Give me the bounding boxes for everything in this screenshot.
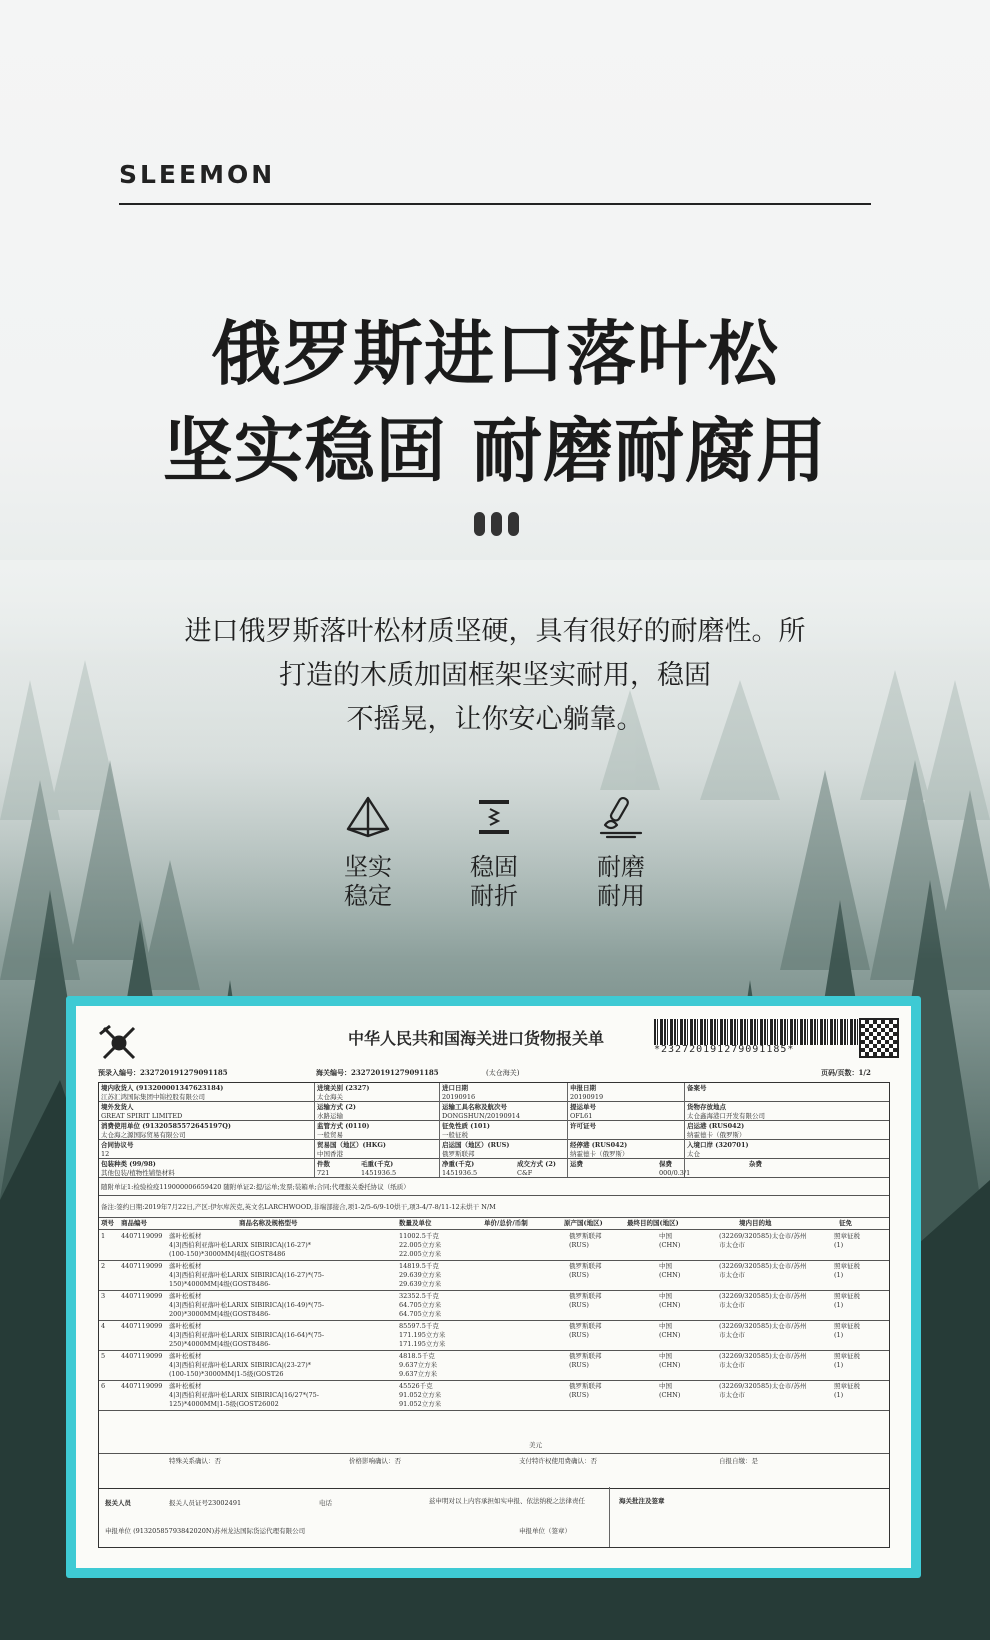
table-cell-label: 毛重(千克) — [361, 1160, 394, 1168]
table-row-cell — [659, 1322, 680, 1340]
table-cell-label: 备案号 — [687, 1084, 707, 1092]
table-cell-label: 包装种类 (99/98) — [101, 1160, 156, 1168]
table-row-cell — [834, 1382, 860, 1400]
table-cell-value: 俄罗斯联邦 — [442, 1150, 475, 1158]
table-cell-value: 4407119099 — [121, 1292, 163, 1300]
table-row-cell — [834, 1262, 860, 1280]
table-cell-label: 保费 — [659, 1160, 672, 1168]
table-cell-value: 中国 — [659, 1292, 672, 1300]
table-cell-value: 一般征税 — [442, 1131, 468, 1139]
description — [110, 610, 880, 742]
table-cell-value: 171.195立方米 — [399, 1331, 446, 1340]
table-cell-value: 市太仓市 — [719, 1331, 745, 1340]
table-cell-value: 9.637立方米 — [399, 1361, 438, 1370]
table-cell-value: 落叶松板材 — [169, 1262, 202, 1270]
table-row-cell — [101, 1322, 105, 1331]
table-cell-value: 中国 — [659, 1232, 672, 1240]
table-cell-value: 4|3|西伯利亚落叶松LARIX SIBIRICA|16/27*(75- — [169, 1391, 319, 1400]
table-cell-value: 4818.5千克 — [399, 1352, 435, 1360]
table-cell-value: 俄罗斯联邦 — [569, 1352, 602, 1360]
footer-field: 兹申明对以上内容承担如实申报、依法纳税之法律责任 — [429, 1497, 585, 1505]
table-row-cell — [399, 1352, 437, 1380]
feature-label: 稳定 — [344, 882, 392, 910]
table-row-cell — [169, 1352, 311, 1380]
table-cell-value: DONGSHUN/20190914 — [442, 1112, 520, 1120]
table-cell-value: (100-150)*3000MM|1-5级(GOST26 — [169, 1370, 284, 1379]
table-cell-value: (RUS) — [569, 1271, 589, 1280]
table-row-cell — [569, 1322, 602, 1340]
row-divider — [99, 1260, 889, 1261]
table-cell-value: (32269/320585)太仓市/苏州 — [719, 1232, 807, 1240]
table-cell-value: 市太仓市 — [719, 1271, 745, 1280]
remarks: 备注:签约日期:2019年7月22日,产区:伊尔库茨克,英文名LARCHWOOD,非端部接合,项1-2/5-6/9-10烘干,项3-4/7-8/11-12未烘干 N/M — [101, 1203, 496, 1211]
table-cell-value: 20190919 — [570, 1093, 604, 1101]
feature-item — [434, 795, 554, 911]
customs-declaration-document — [76, 1006, 911, 1568]
table-row-cell — [834, 1352, 860, 1370]
table-cell-value: 1451936.5 — [361, 1169, 397, 1177]
customs-emblem-icon — [98, 1024, 140, 1062]
column-header: 商品名称及规格型号 — [239, 1219, 298, 1227]
table-cell-value: GREAT SPIRIT LIMITED — [101, 1112, 183, 1120]
footer-field: 报关人员 — [105, 1499, 131, 1507]
table-cell-value: 照章征税 — [834, 1352, 860, 1360]
table-row-cell — [169, 1292, 324, 1320]
table-cell-value: (32269/320585)太仓市/苏州 — [719, 1382, 807, 1390]
table-row-cell — [121, 1352, 162, 1361]
table-cell-value: 4|3|西伯利亚落叶松LARIX SIBIRICA|(16-64)*(75- — [169, 1331, 325, 1340]
table-cell-label: 杂费 — [749, 1160, 762, 1168]
column-header: 征免 — [839, 1219, 852, 1227]
table-cell-value: 俄罗斯联邦 — [569, 1292, 602, 1300]
feature-label: 耐用 — [597, 882, 645, 910]
table-row-cell — [834, 1232, 860, 1250]
table-row-cell — [719, 1262, 806, 1280]
table-cell-value: 91.052立方米 — [399, 1400, 442, 1409]
table-cell-value: 6 — [101, 1382, 106, 1390]
table-cell-value: 落叶松板材 — [169, 1232, 202, 1240]
table-cell-value: (32269/320585)太仓市/苏州 — [719, 1322, 807, 1330]
table-cell-label: 运输方式 (2) — [317, 1103, 356, 1111]
table-cell-label: 启运港 (RUS042) — [687, 1122, 745, 1130]
customs-port: (太仓海关) — [486, 1069, 520, 1077]
special-relation: 特殊关系确认：否 — [169, 1457, 221, 1465]
description-line: 进口俄罗斯落叶松材质坚硬，具有很好的耐磨性。所 — [184, 616, 806, 647]
table-cell-value: (RUS) — [569, 1391, 589, 1400]
table-cell-value: 22.005立方米 — [399, 1241, 442, 1250]
table-row-cell — [121, 1322, 162, 1331]
table-row-cell — [399, 1262, 441, 1290]
table-row-cell — [399, 1292, 441, 1320]
footer-field: 报关人员证号23002491 — [169, 1499, 242, 1507]
table-row-cell — [569, 1262, 602, 1280]
table-cell-value: 3 — [101, 1292, 106, 1300]
page-title-line2: 坚实稳固 耐磨耐腐用 — [162, 410, 828, 492]
table-cell-value: 1 — [101, 1232, 106, 1240]
page-count: 页码/页数：1/2 — [821, 1068, 871, 1077]
table-cell-value: 45526千克 — [399, 1382, 433, 1390]
table-cell-value: 64.705立方米 — [399, 1301, 442, 1310]
table-cell-value: 中国 — [659, 1262, 672, 1270]
table-cell-label: 启运国（地区）(RUS) — [442, 1141, 510, 1149]
table-cell-value: OFL61 — [570, 1112, 593, 1120]
table-cell-value: 照章征税 — [834, 1262, 860, 1270]
table-cell-label: 境外发货人 — [101, 1103, 134, 1111]
table-cell-label: 净重(千克) — [442, 1160, 475, 1168]
table-cell-value: 4407119099 — [121, 1322, 163, 1330]
table-cell-value: 落叶松板材 — [169, 1292, 202, 1300]
table-cell-value: 64.705立方米 — [399, 1310, 442, 1319]
pre-entry-number: 预录入编号：232720191279091185 — [98, 1068, 228, 1077]
table-cell-value: 150)*4000MM|4级(GOST8486- — [169, 1280, 271, 1289]
table-cell-value: (CHN) — [659, 1271, 681, 1280]
table-cell-value: (RUS) — [569, 1331, 589, 1340]
table-cell-value: 4|3|西伯利亚落叶松LARIX SIBIRICA|(23-27)* — [169, 1361, 312, 1370]
table-cell-value: 落叶松板材 — [169, 1352, 202, 1360]
price-influence: 价格影响确认：否 — [349, 1457, 401, 1465]
table-cell-value: 照章征税 — [834, 1232, 860, 1240]
table-cell-value: 4|3|西伯利亚落叶松LARIX SIBIRICA|(16-49)*(75- — [169, 1301, 325, 1310]
table-cell-value: 市太仓市 — [719, 1361, 745, 1370]
table-cell-value: 250)*4000MM|4级(GOST8486- — [169, 1340, 271, 1349]
currency: 美元 — [529, 1441, 542, 1449]
table-cell-value: C&F — [517, 1169, 533, 1177]
table-cell-value: 1451936.5 — [442, 1169, 478, 1177]
table-cell-value: (32269/320585)太仓市/苏州 — [719, 1352, 807, 1360]
table-cell-label: 件数 — [317, 1160, 330, 1168]
table-cell-value: (RUS) — [569, 1301, 589, 1310]
table-row-cell — [659, 1292, 680, 1310]
table-cell-value: 照章征税 — [834, 1292, 860, 1300]
table-row-cell — [659, 1352, 680, 1370]
table-cell-value: 太仓海之源国际贸易有限公司 — [101, 1131, 186, 1139]
table-cell-value: 落叶松板材 — [169, 1382, 202, 1390]
footer-field: 申报单位（签章） — [519, 1527, 571, 1535]
row-divider — [99, 1410, 889, 1411]
table-cell-value: 22.005立方米 — [399, 1250, 442, 1259]
table-cell-value: (CHN) — [659, 1301, 681, 1310]
table-cell-value: (32269/320585)太仓市/苏州 — [719, 1262, 807, 1270]
table-cell-label: 消费使用单位 (91320585572645197Q) — [101, 1122, 231, 1130]
table-cell-value: 12 — [101, 1150, 110, 1158]
table-row-cell — [399, 1382, 441, 1410]
customs-number: 海关编号：232720191279091185 — [316, 1068, 439, 1077]
table-cell-label: 合同协议号 — [101, 1141, 134, 1149]
table-cell-label: 境内收货人 (91320000134762318​4) — [101, 1084, 224, 1092]
table-cell-value: 照章征税 — [834, 1382, 860, 1390]
column-header: 项号 — [101, 1219, 114, 1227]
feature-item — [561, 795, 681, 911]
description-line: 不摇晃，让你安心躺靠。 — [346, 704, 644, 735]
table-cell-value: 000/0.3/1 — [659, 1169, 691, 1177]
table-cell-value: 32352.5千克 — [399, 1292, 439, 1300]
table-cell-label: 运费 — [570, 1160, 583, 1168]
table-cell-value: (CHN) — [659, 1391, 681, 1400]
footer-field: 海关批注及签章 — [619, 1497, 665, 1505]
table-cell-value: 11002.5千克 — [399, 1232, 439, 1240]
footer-field: 电话 — [319, 1499, 332, 1507]
barcode-number: *232720191279091185* — [654, 1044, 795, 1055]
table-cell-value: 俄罗斯联邦 — [569, 1322, 602, 1330]
table-row-cell — [101, 1262, 105, 1271]
table-cell-value: 其他包装/植物性铺垫材料 — [101, 1169, 175, 1177]
table-cell-value: (RUS) — [569, 1361, 589, 1370]
feature-label: 耐折 — [470, 882, 518, 910]
table-cell-value: 市太仓市 — [719, 1301, 745, 1310]
table-cell-value: (CHN) — [659, 1361, 681, 1370]
royalty-confirm: 支付特许权使用费确认：否 — [519, 1457, 597, 1465]
column-header: 数量及单位 — [399, 1219, 432, 1227]
row-divider — [99, 1290, 889, 1291]
table-cell-value: 纳霍德卡（俄罗斯） — [687, 1131, 746, 1139]
table-cell-value: (CHN) — [659, 1331, 681, 1340]
table-cell-value: 市太仓市 — [719, 1241, 745, 1250]
table-cell-label: 监管方式 (0110) — [317, 1122, 370, 1130]
table-row-cell — [659, 1262, 680, 1280]
pyramid-icon — [344, 795, 392, 839]
table-row-cell — [569, 1352, 602, 1370]
column-header: 原产国(地区) — [564, 1219, 603, 1227]
table-row-cell — [834, 1322, 860, 1340]
table-row-cell — [659, 1232, 680, 1250]
column-header: 最终目的国(地区) — [627, 1219, 679, 1227]
column-header: 单价/总价/币制 — [484, 1219, 528, 1227]
table-row-cell — [569, 1232, 602, 1250]
attached-documents: 随附单证1:检验检疫119000006659420 随附单证2:提/运单;发票;装箱单;合同;代理报关委托协议（纸质） — [101, 1183, 410, 1191]
table-cell-value: 125)*4000MM|1-5级(GOST26002 — [169, 1400, 279, 1409]
table-row-cell — [719, 1292, 806, 1310]
table-cell-value: 29.639立方米 — [399, 1271, 442, 1280]
table-cell-value: 市太仓市 — [719, 1391, 745, 1400]
row-divider — [99, 1350, 889, 1351]
table-row-cell — [121, 1292, 162, 1301]
table-cell-label: 运输工具名称及航次号 — [442, 1103, 507, 1111]
row-divider — [99, 1380, 889, 1381]
table-cell-label: 征免性质 (101) — [442, 1122, 490, 1130]
feature-label: 耐磨 — [597, 853, 645, 881]
table-row-cell — [169, 1232, 311, 1260]
table-cell-value: 一般贸易 — [317, 1131, 343, 1139]
table-row-cell — [399, 1232, 441, 1260]
table-cell-value: 171.195立方米 — [399, 1340, 446, 1349]
table-cell-value: 中国香港 — [317, 1150, 343, 1158]
table-cell-value: 20190916 — [442, 1093, 476, 1101]
table-cell-value: 照章征税 — [834, 1322, 860, 1330]
table-cell-value: (RUS) — [569, 1241, 589, 1250]
table-cell-value: 29.639立方米 — [399, 1280, 442, 1289]
table-row-cell — [101, 1232, 105, 1241]
table-cell-label: 进口日期 — [442, 1084, 468, 1092]
column-header: 商品编号 — [121, 1219, 147, 1227]
table-cell-value: (1) — [834, 1271, 844, 1280]
table-row-cell — [169, 1262, 324, 1290]
table-row-cell — [719, 1382, 806, 1400]
table-cell-label: 许可证号 — [570, 1122, 596, 1130]
dots-decoration — [474, 512, 519, 536]
brand-logo: SLEEMON — [119, 160, 276, 189]
table-cell-value: (1) — [834, 1391, 844, 1400]
feature-label: 稳固 — [470, 853, 518, 881]
table-cell-label: 进境关别 (2327) — [317, 1084, 370, 1092]
table-row-cell — [399, 1322, 445, 1350]
table-cell-value: 721 — [317, 1169, 330, 1177]
table-row-cell — [569, 1382, 602, 1400]
table-cell-value: 200)*3000MM|4级(GOST8486- — [169, 1310, 271, 1319]
table-cell-value: (1) — [834, 1301, 844, 1310]
table-cell-value: 5 — [101, 1352, 106, 1360]
description-line: 打造的木质加固框架坚实耐用，稳固 — [279, 660, 711, 691]
table-cell-label: 贸易国（地区）(HKG) — [317, 1141, 386, 1149]
table-cell-value: 4|3|西伯利亚落叶松LARIX SIBIRICA|(16-27)*(75- — [169, 1271, 325, 1280]
table-cell-value: 俄罗斯联邦 — [569, 1232, 602, 1240]
declaration-table — [98, 1082, 890, 1489]
table-cell-value: (1) — [834, 1241, 844, 1250]
table-row-cell — [121, 1262, 162, 1271]
table-cell-value: 太仓海关 — [317, 1093, 343, 1101]
table-cell-value: 俄罗斯联邦 — [569, 1262, 602, 1270]
table-cell-value: 落叶松板材 — [169, 1322, 202, 1330]
table-cell-label: 成交方式 (2) — [517, 1160, 556, 1168]
table-cell-value: 91.052立方米 — [399, 1391, 442, 1400]
table-cell-value: 4407119099 — [121, 1352, 163, 1360]
document-title: 中华人民共和国海关进口货物报关单 — [348, 1029, 605, 1048]
table-cell-value: 4407119099 — [121, 1382, 163, 1390]
table-cell-label: 提运单号 — [570, 1103, 596, 1111]
table-cell-label: 货物存放地点 — [687, 1103, 726, 1111]
table-cell-value: (1) — [834, 1361, 844, 1370]
table-cell-value: 水路运输 — [317, 1112, 343, 1120]
table-cell-value: 太仓鑫海港口开发有限公司 — [687, 1112, 765, 1120]
table-row-cell — [719, 1322, 806, 1340]
table-cell-label: 经停港 (RUS042) — [570, 1141, 628, 1149]
table-cell-value: 太仓 — [687, 1150, 700, 1158]
table-cell-value: 纳霍德卡（俄罗斯） — [570, 1150, 629, 1158]
table-cell-value: 4407119099 — [121, 1262, 163, 1270]
table-row-cell — [659, 1382, 680, 1400]
table-cell-value: 中国 — [659, 1352, 672, 1360]
table-row-cell — [121, 1382, 162, 1391]
table-cell-label: 入境口岸 (320701) — [687, 1141, 749, 1149]
table-cell-value: 俄罗斯联邦 — [569, 1382, 602, 1390]
table-row-cell — [719, 1232, 806, 1250]
table-cell-value: 14819.5千克 — [399, 1262, 439, 1270]
table-cell-value: 中国 — [659, 1322, 672, 1330]
self-declare: 自报自缴：是 — [719, 1457, 758, 1465]
table-row-cell — [834, 1292, 860, 1310]
table-row-cell — [169, 1382, 319, 1410]
table-cell-value: (100-150)*3000MM|4级(GOST8486 — [169, 1250, 286, 1259]
table-cell-value: (1) — [834, 1331, 844, 1340]
press-icon — [470, 795, 518, 839]
table-cell-value: (32269/320585)太仓市/苏州 — [719, 1292, 807, 1300]
row-divider — [99, 1320, 889, 1321]
table-cell-value: 中国 — [659, 1382, 672, 1390]
table-cell-value: 85597.5千克 — [399, 1322, 439, 1330]
table-row-cell — [569, 1292, 602, 1310]
table-cell-value: 9.637立方米 — [399, 1370, 438, 1379]
table-cell-value: 4|3|西伯利亚落叶松LARIX SIBIRICA|(16-27)* — [169, 1241, 312, 1250]
feature-item — [308, 795, 428, 911]
brand-divider — [119, 203, 871, 205]
qr-code — [859, 1018, 899, 1058]
table-row-cell — [719, 1352, 806, 1370]
page-title-line1: 俄罗斯进口落叶松 — [211, 313, 779, 395]
feature-label: 坚实 — [344, 853, 392, 881]
table-cell-value: 江苏汇鸿国际集团中锦控股有限公司 — [101, 1093, 205, 1101]
table-cell-value: 2 — [101, 1262, 106, 1270]
barcode — [654, 1019, 859, 1045]
table-row-cell — [101, 1292, 105, 1301]
table-row-cell — [121, 1232, 162, 1241]
table-row-cell — [101, 1382, 105, 1391]
table-cell-value: (CHN) — [659, 1241, 681, 1250]
table-cell-value: 4407119099 — [121, 1232, 163, 1240]
column-header: 境内目的地 — [739, 1219, 772, 1227]
table-row-cell — [101, 1352, 105, 1361]
test-tube-drop-icon — [597, 795, 645, 839]
table-cell-label: 申报日期 — [570, 1084, 596, 1092]
footer-field: 申报单位 (913205857938420​20N)苏州龙达国际货运代理有限公司 — [105, 1527, 306, 1535]
declaration-footer — [98, 1487, 890, 1548]
table-cell-value: 4 — [101, 1322, 106, 1330]
table-row-cell — [169, 1322, 324, 1350]
